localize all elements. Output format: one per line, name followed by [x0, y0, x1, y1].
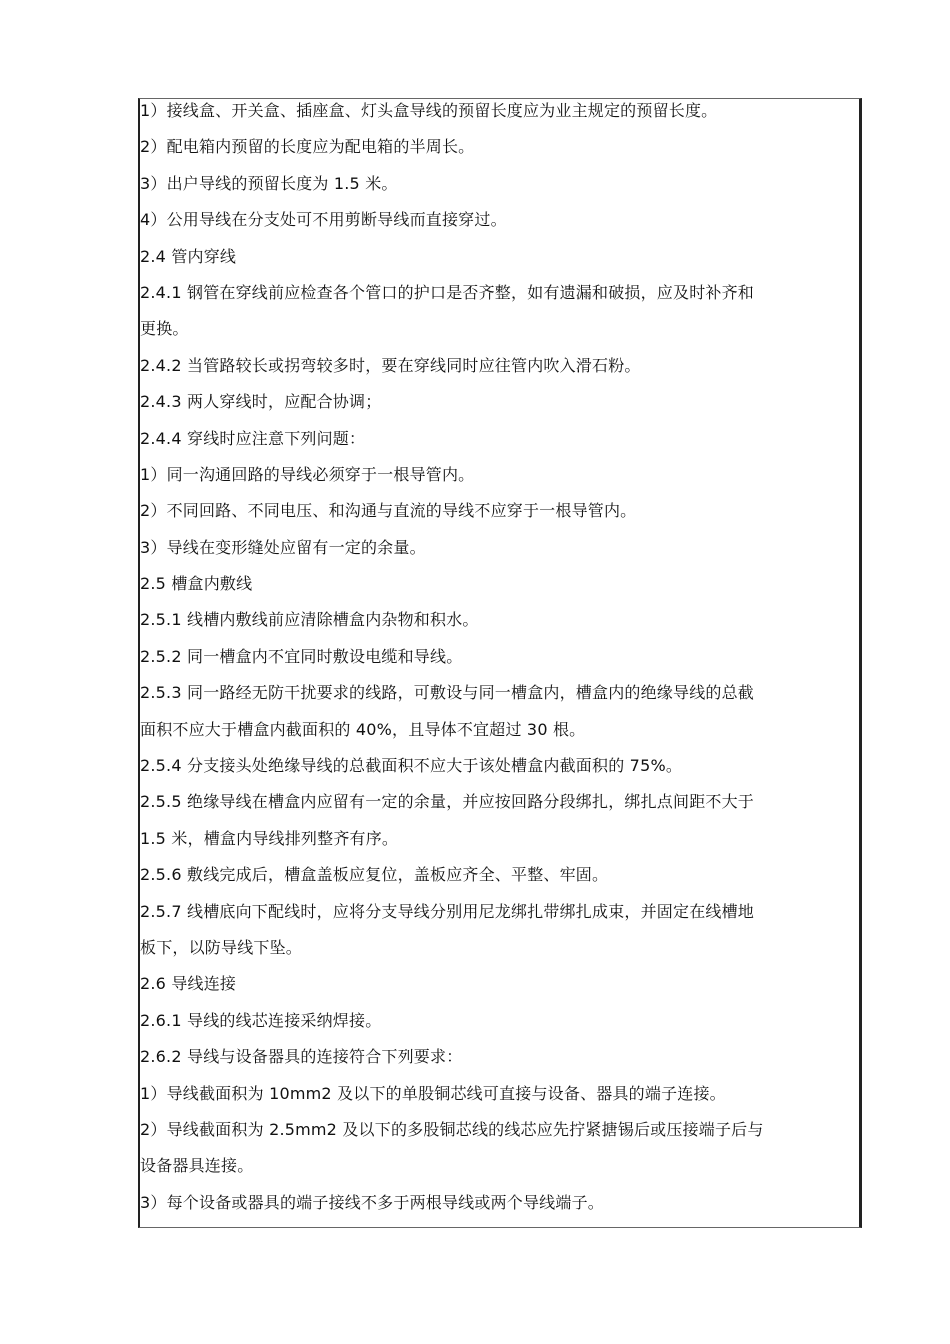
- text-line: 1）接线盒、开关盒、插座盒、灯头盒导线的预留长度应为业主规定的预留长度。: [140, 101, 718, 120]
- text-line: 设备器具连接。: [140, 1156, 254, 1176]
- text-line: 板下，以防导线下坠。: [140, 937, 303, 957]
- text-line: 3）导线在变形缝处应留有一定的余量。: [140, 537, 426, 557]
- text-line: 2.5.7 线槽底向下配线时，应将分支导线分别用尼龙绑扎带绑扎成束，并固定在线槽地: [140, 901, 754, 921]
- document-body: [140, 93, 864, 1221]
- text-line: 2.6.2 导线与设备器具的连接符合下列要求：: [140, 1047, 463, 1067]
- text-line: 2.4 管内穿线: [140, 246, 237, 266]
- text-line: 更换。: [140, 319, 189, 339]
- text-line: 2.5.3 同一路经无防干扰要求的线路，可敷设与同一槽盒内，槽盒内的绝缘导线的总截: [140, 683, 754, 703]
- text-line: 2.5.4 分支接头处绝缘导线的总截面积不应大于该处槽盒内截面积的 75%。: [140, 756, 683, 776]
- text-line: 2.5 槽盒内敷线: [140, 574, 253, 594]
- text-line: 2.4.3 两人穿线时，应配合协调；: [140, 392, 382, 412]
- text-line: 2）不同回路、不同电压、和沟通与直流的导线不应穿于一根导管内。: [140, 501, 637, 521]
- text-line: 面积不应大于槽盒内截面积的 40%，且导体不宜超过 30 根。: [140, 719, 586, 739]
- text-line: 2.5.1 线槽内敷线前应清除槽盒内杂物和积水。: [140, 610, 479, 630]
- text-line: 4）公用导线在分支处可不用剪断导线而直接穿过。: [140, 210, 507, 230]
- text-line: 1）导线截面积为 10mm2 及以下的单股铜芯线可直接与设备、器具的端子连接。: [140, 1083, 726, 1103]
- text-line: 2.5.2 同一槽盒内不宜同时敷设电缆和导线。: [140, 646, 463, 666]
- text-line: 2）导线截面积为 2.5mm2 及以下的多股铜芯线的线芯应先拧紧搪锡后或压接端子后与: [140, 1119, 764, 1139]
- text-line: 2.4.1 钢管在穿线前应检查各个管口的护口是否齐整，如有遗漏和破损，应及时补齐和: [140, 282, 754, 302]
- text-line: 2.4.2 当管路较长或拐弯较多时，要在穿线同时应往管内吹入滑石粉。: [140, 355, 641, 375]
- text-line: 2.6.1 导线的线芯连接采纳焊接。: [140, 1010, 382, 1030]
- text-line: 2）配电箱内预留的长度应为配电箱的半周长。: [140, 137, 475, 157]
- text-line: 1.5 米，槽盒内导线排列整齐有序。: [140, 828, 399, 848]
- text-line: 2.5.5 绝缘导线在槽盒内应留有一定的余量，并应按回路分段绑扎，绑扎点间距不大于: [140, 792, 754, 812]
- text-line: 3）出户导线的预留长度为 1.5 米。: [140, 173, 398, 193]
- text-line: 3）每个设备或器具的端子接线不多于两根导线或两个导线端子。: [140, 1192, 604, 1212]
- text-line: 1）同一沟通回路的导线必须穿于一根导管内。: [140, 464, 475, 484]
- text-line: 2.4.4 穿线时应注意下列问题：: [140, 428, 366, 448]
- text-line: 2.6 导线连接: [140, 974, 237, 994]
- text-line: 2.5.6 敷线完成后，槽盒盖板应复位，盖板应齐全、平整、牢固。: [140, 865, 609, 885]
